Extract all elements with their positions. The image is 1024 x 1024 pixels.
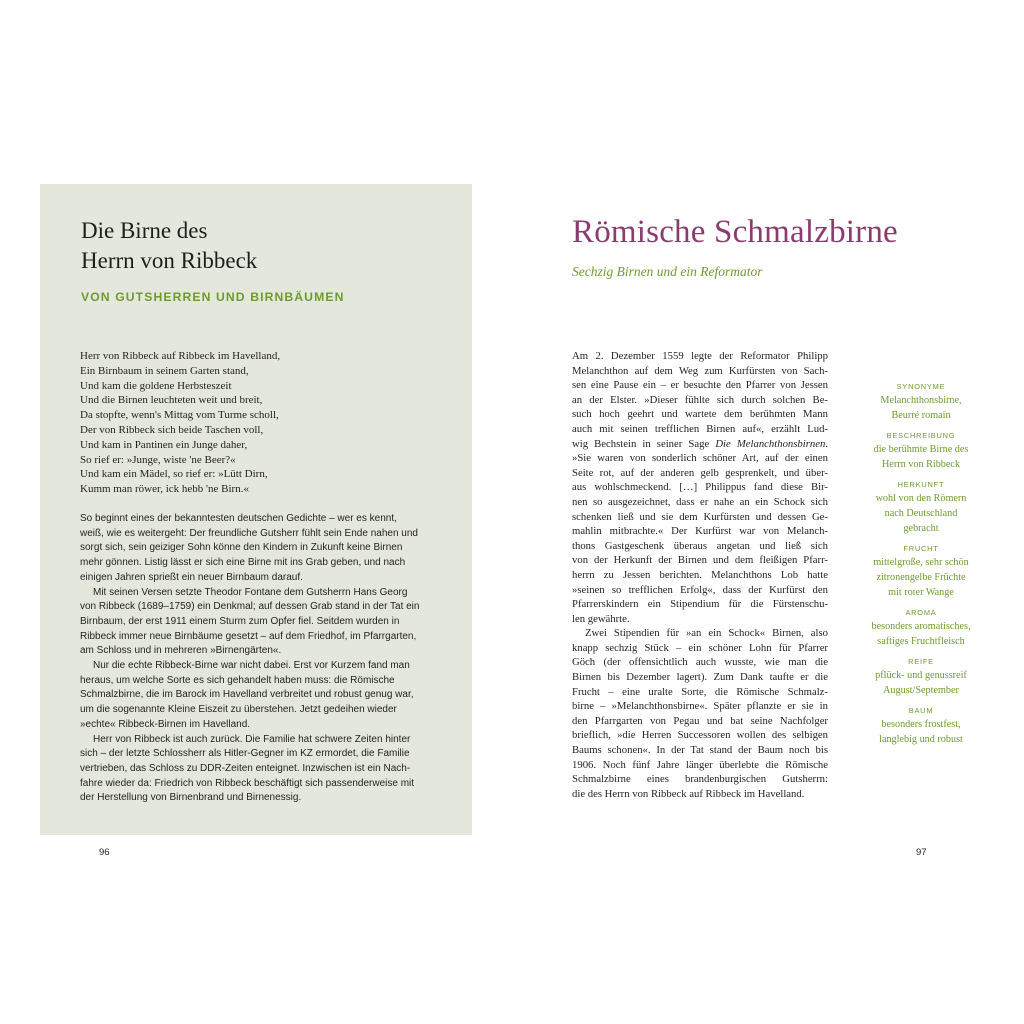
sidebar-heading: BESCHREIBUNG (886, 431, 956, 440)
poem-line: Und kam in Pantinen ein Junge daher, (80, 438, 248, 451)
poem-line: Und die Birnen leuchteten weit und breit, (80, 394, 263, 407)
poem-line: So rief er: »Junge, wiste 'ne Beer?« (80, 453, 236, 466)
poem-line: Herr von Ribbeck auf Ribbeck im Havelland, (80, 350, 281, 362)
body-line: am Schloss und in mehreren »Birnengärten«. (80, 645, 282, 657)
body-line: einigen Jahren sprießt ein neuer Birnbaum darauf. (80, 571, 303, 583)
body-line: Melanchthon auf dem Weg zum Kurfürsten von Sach- (572, 364, 828, 377)
body-line: 1906. Noch fünf Jahre länger überlebte die Römische (572, 758, 828, 771)
body-line: Nur die echte Ribbeck-Birne war nicht dabei. Erst vor Kurzem fand man (93, 660, 410, 672)
sidebar-value-line: saftiges Fruchtfleisch (877, 636, 965, 647)
body-line: schenken ließ und sie dem Kurfürsten und dessen Ge- (572, 510, 828, 523)
sidebar-heading: HERKUNFT (897, 480, 945, 489)
sidebar-value-line: zitronengelbe Früchte (876, 572, 966, 583)
poem-line: Da stopfte, wenn's Mittag vom Turme scholl, (80, 409, 279, 422)
body-line: fahre wieder da: Friedrich von Ribbeck beschäftigt sich passenderweise mit (80, 777, 415, 789)
body-line: Baums schonen«. In der Tat stand der Baum noch bis (572, 744, 828, 757)
sidebar-value-line: die berühmte Birne des (873, 444, 969, 455)
sidebar-heading: FRUCHT (903, 544, 939, 553)
body-line: von Ribbeck (1689–1759) ein Denkmal; auf dessen Grab stand in der Tat ein (80, 601, 420, 613)
poem-line: Ein Birnbaum in seinem Garten stand, (80, 364, 249, 377)
body-line: sich – der letzte Schlossherr als Hitler-Gegner im KZ ermordet, die Familie (80, 748, 410, 760)
body-line: aus wohlschmeckend. […] Philippus fand diese Bir- (572, 481, 828, 494)
body-line: len gewährte. (572, 612, 630, 625)
body-line: »echte« Ribbeck-Birnen im Havelland. (80, 718, 251, 730)
sidebar-value-line: Beurré romain (891, 410, 951, 421)
body-line: nen so ausgezeichnet, dass er nahe an ein Schock sich (572, 495, 828, 508)
poem-line: Kumm man röwer, ick hebb 'ne Birn.« (80, 483, 249, 496)
sidebar-value-line: mit roter Wange (888, 587, 954, 598)
sidebar-value-line: Melanchthonsbirne, (880, 395, 962, 406)
body-line: vertrieben, das Schloss zu DDR-Zeiten enteignet. Inzwischen ist ein Nach- (80, 762, 411, 774)
sidebar-value-line: besonders aromatisches, (871, 621, 971, 632)
body-line: um die sogenannte Kleine Eiszeit zu überstehen. Jetzt gedeihen wieder (80, 704, 397, 716)
body-line: der Herstellung von Birnenbrand und Birnenessig. (80, 792, 302, 804)
sidebar-value-line: besonders frostfest, (881, 719, 961, 730)
body-line: von der Herkunft der Birnen und dem fleißigen Pfarr- (572, 554, 828, 567)
body-line: Birnen bis Dezember lagert). Zum Dank taufte er die (572, 671, 828, 684)
sidebar-value (855, 393, 987, 423)
body-line: Am 2. Dezember 1559 legte der Reformator Philipp (572, 350, 828, 362)
body-line: die des Herrn von Ribbeck auf Ribbeck im Havelland. (572, 787, 805, 800)
body-line: Pfarrerskindern ein Stipendium für die Fürstenschu- (572, 598, 828, 611)
sidebar-value-line: langlebig und robust (879, 734, 963, 745)
body-line: Frucht – eine uralte Sorte, die Römische Schmalz- (572, 685, 828, 698)
poem-line: Der von Ribbeck sich beide Taschen voll, (80, 423, 264, 436)
body-line: wig Bechstein in seiner Sage Die Melanchthonsbirnen. (572, 437, 828, 450)
page-number-left: 96 (99, 847, 110, 858)
sidebar-heading: AROMA (905, 608, 937, 617)
left-page-subtitle: VON GUTSHERREN UND BIRNBÄUMEN (81, 290, 345, 304)
body-line: Herr von Ribbeck ist auch zurück. Die Familie hat schwere Zeiten hinter (93, 733, 411, 745)
body-line: brieflich, »die Herren Successoren wollen des selbigen (572, 729, 828, 742)
body-line: mahlin mitbrachte.« Der Kurfürst war von Melanch- (572, 525, 828, 538)
body-line: Schmalzbirne eines brandenburgischen Gutsherrn: (572, 773, 828, 786)
left-title-line: Die Birne des (81, 218, 208, 243)
right-page-title: Römische Schmalzbirne (572, 214, 898, 250)
body-line: Ribbeck immer neue Birnbäume gesetzt – auf dem Friedhof, im Pfarrgarten, (80, 630, 417, 642)
sidebar-value (855, 555, 987, 600)
body-line: heraus, um welche Sorte es sich gehandelt haben muss: die Römische (80, 674, 395, 686)
page-number-right: 97 (916, 847, 927, 858)
body-line: mehr gönnen. Listig lässt er sich eine Birne mit ins Grab geben, und nach (80, 557, 406, 569)
poem-line: Und kam die goldene Herbsteszeit (80, 379, 232, 392)
sidebar-value-line: pflück- und genussreif (875, 670, 967, 681)
poem (80, 349, 280, 497)
body-line: such hoch geehrt und wartete dem berühmten Mann (572, 408, 828, 421)
body-line: herrn zu Jessen berichten. Melanchthons Lob hatte (572, 568, 828, 581)
body-line: birne – »Melanchthonsbirne«. Später pflanzte er sie in (572, 700, 828, 713)
sidebar-value-line: Herrn von Ribbeck (881, 459, 961, 470)
body-line: Birnbaum, der erst 1911 einem Sturm zum Opfer fiel. Seitdem wurden in (80, 615, 400, 627)
sidebar-value (855, 442, 987, 472)
sidebar-value-line: August/September (883, 685, 959, 696)
body-line: Schmalzbirne, die im Barock im Havelland verbreitet und robust genug war, (80, 689, 414, 701)
body-line: den Pfarrgarten von Pegau und bat seine Nachfolger (572, 714, 828, 727)
body-line: auch mit seinen trefflichen Birnen auf«, erzählt Lud- (572, 422, 828, 435)
sidebar-value (855, 717, 987, 747)
sidebar-value (855, 619, 987, 649)
sidebar-value (855, 491, 987, 536)
poem-line: Und kam ein Mädel, so rief er: »Lütt Dirn, (80, 468, 268, 481)
sidebar-value-line: wohl von den Römern (875, 493, 967, 504)
sidebar-heading: SYNONYME (896, 382, 946, 391)
right-page-body (572, 349, 828, 801)
body-line: Seite rot, auf der anderen gelb gesprenkelt, und über- (572, 466, 828, 479)
fact-sidebar (855, 381, 987, 747)
left-title-line: Herrn von Ribbeck (81, 248, 258, 273)
body-line: weiß, wie es weitergeht: Der freundliche Gutsherr fühlt sein Ende nahen und (80, 527, 418, 539)
right-page-subtitle: Sechzig Birnen und ein Reformator (572, 264, 763, 279)
body-line: »seinen so trefflichen Erfolg«, dass der Kurfürst den (572, 583, 828, 596)
body-line: sen eine Pause ein – er besuchte den Pfarrer von Jessen (572, 379, 828, 392)
body-line: »Sie waren von sonderlich schöner Art, auf der einen (572, 452, 828, 465)
sidebar-heading: REIFE (908, 657, 934, 666)
body-line: So beginnt eines der bekanntesten deutschen Gedichte – wer es kennt, (80, 513, 397, 524)
body-line: thons Gastgeschenk überaus angetan und ließ sich (572, 539, 828, 552)
left-page-title (81, 216, 441, 276)
body-line: Zwei Stipendien für »an ein Schock« Birnen, also (585, 627, 828, 640)
body-line: knapp sechzig Stück – ein schöner Lohn für Pfarrer (572, 641, 828, 654)
left-page-body (80, 512, 432, 806)
body-line: Mit seinen Versen setzte Theodor Fontane dem Gutsherrn Hans Georg (93, 586, 408, 598)
body-line: an der Elster. »Dieser fühlte sich durch solchen Be- (572, 393, 828, 406)
sidebar-value-line: nach Deutschland (884, 508, 958, 519)
body-line: sorgt sich, sein geiziger Sohn könne den Kindern in Zukunft keine Birnen (80, 542, 403, 554)
body-line: Göch (der offensichtlich auch wusste, wie man die (572, 656, 828, 669)
sidebar-value-line: mittelgroße, sehr schön (873, 557, 969, 568)
sidebar-heading: BAUM (908, 706, 934, 715)
sidebar-value-line: gebracht (903, 523, 939, 534)
sidebar-value (855, 668, 987, 698)
